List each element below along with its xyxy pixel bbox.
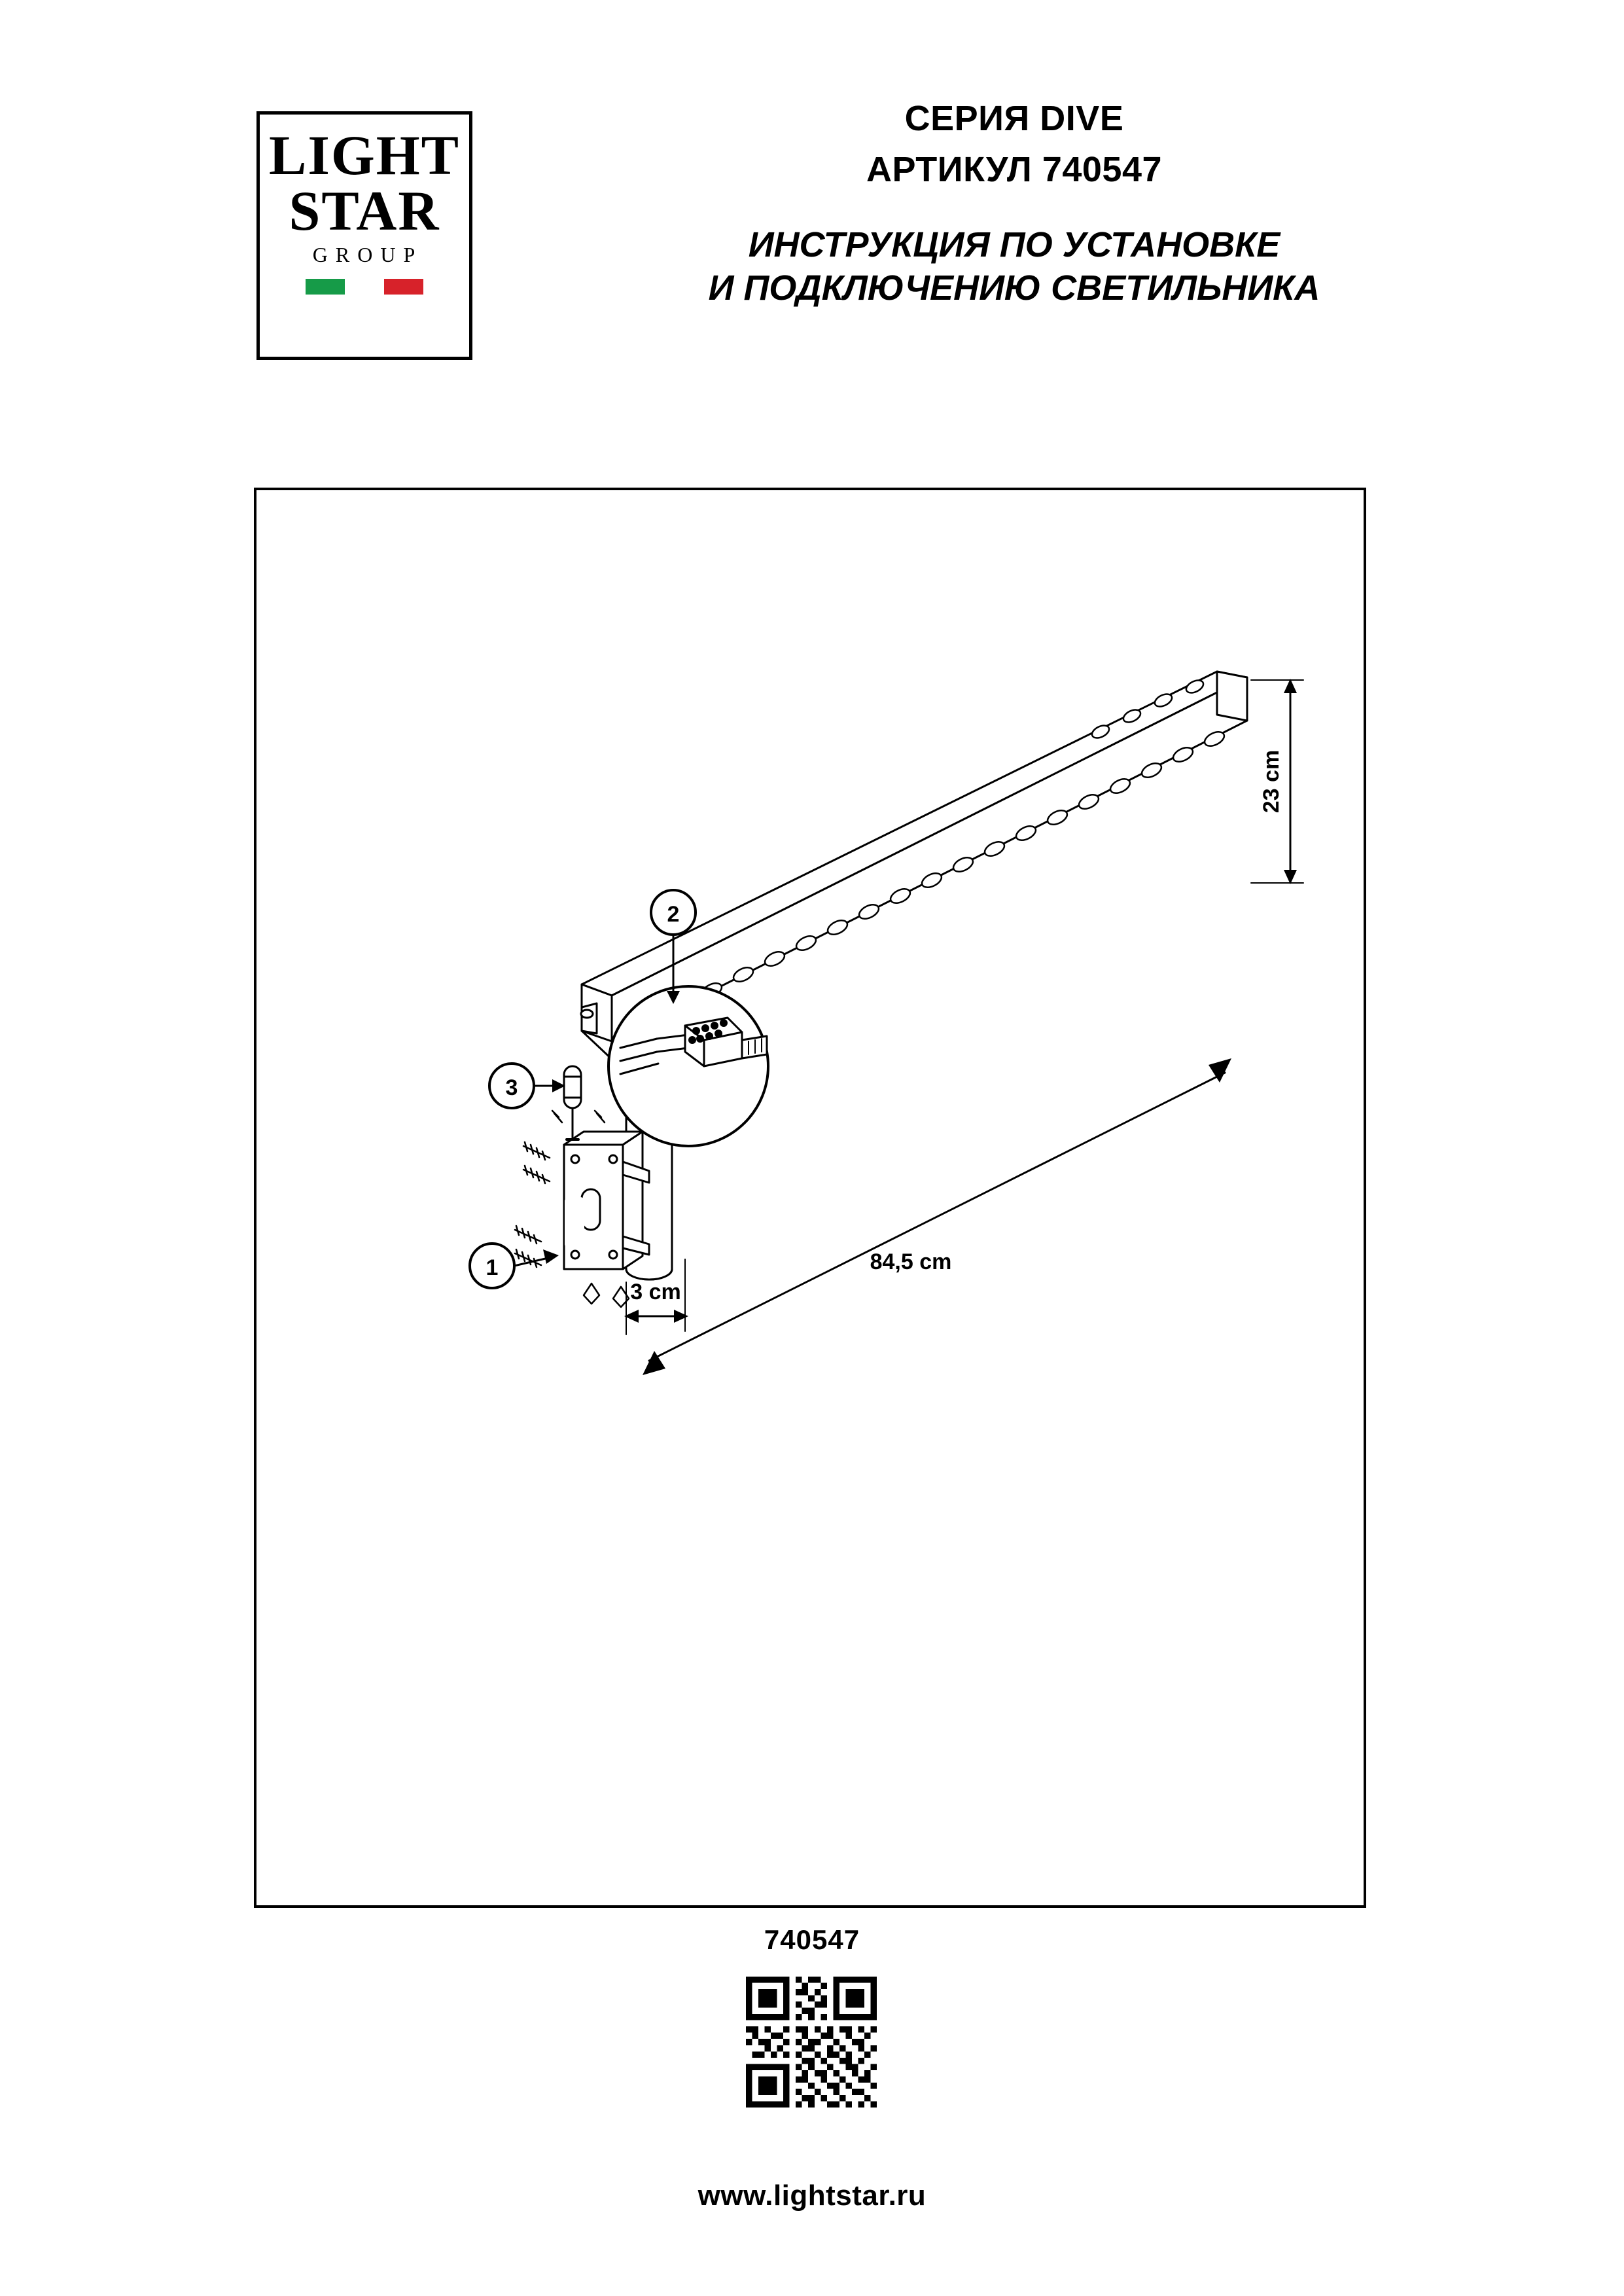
document-header <box>0 98 1624 399</box>
callout-label-1: 1 <box>485 1255 499 1280</box>
article-label: АРТИКУЛ 740547 <box>866 150 1163 189</box>
logo-line-light: LIGHT <box>269 124 460 187</box>
footer-product-code: 740547 <box>764 1924 860 1955</box>
callout-label-3: 3 <box>505 1075 518 1100</box>
logo-line-group: GROUP <box>312 242 423 266</box>
dimension-label-length: 84,5 cm <box>870 1249 952 1274</box>
instruction-title-line1: ИНСТРУКЦИЯ ПО УСТАНОВКЕ <box>748 225 1280 264</box>
brand-logo <box>256 111 472 360</box>
website-url: www.lightstar.ru <box>697 2179 927 2212</box>
logo-line-star: STAR <box>289 179 440 242</box>
qr-code <box>746 1977 877 2108</box>
instruction-title-line2: И ПОДКЛЮЧЕНИЮ СВЕТИЛЬНИКА <box>708 268 1320 308</box>
callout-label-2: 2 <box>667 902 680 927</box>
header-text-block <box>589 98 1439 310</box>
series-label: СЕРИЯ DIVE <box>904 99 1124 138</box>
diagram-frame <box>254 488 1366 1908</box>
dimension-label-height: 23 cm <box>1259 749 1284 814</box>
dimension-label-depth: 3 cm <box>630 1280 681 1304</box>
italy-flag-icon <box>306 279 423 295</box>
installation-diagram <box>256 490 1369 1910</box>
